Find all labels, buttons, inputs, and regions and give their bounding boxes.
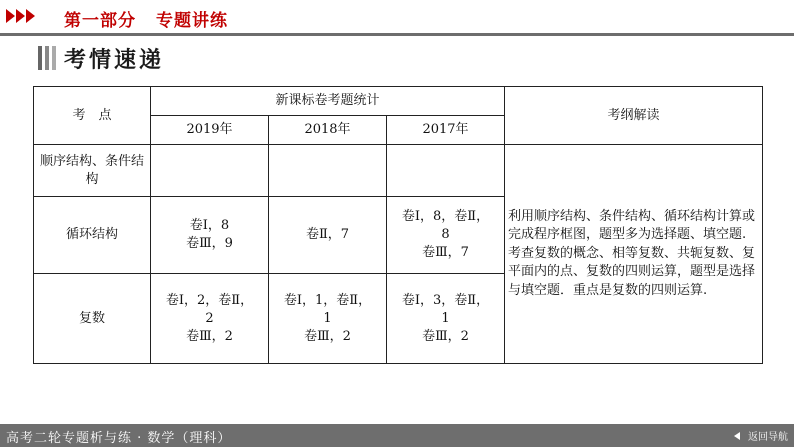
interpretation-text: 利用顺序结构、条件结构、循环结构计算或完成程序框图，题型多为选择题、填空题. 考查复数的概念、相等复数、共轭复数、复平面内的点、复数的四则运算，题型是选择与填空题．重点是复数的四则运算. (508, 208, 756, 298)
back-to-nav-button[interactable] (729, 428, 788, 443)
exam-stats-table (33, 86, 763, 364)
header-interpretation: 考纲解读 (505, 87, 763, 145)
entry: 卷Ⅲ，9 (186, 236, 233, 251)
entry: 1 (323, 310, 332, 326)
cell-2017 (387, 145, 505, 197)
entry: 8 (441, 227, 450, 242)
entry: 卷Ⅰ，8 (189, 218, 230, 233)
topic-cell: 顺序结构、条件结构 (34, 145, 151, 197)
cell-2018 (269, 145, 387, 197)
header-section (64, 6, 228, 31)
entry: 卷Ⅲ，2 (186, 328, 233, 344)
back-arrow-icon (729, 429, 745, 443)
cell-2018 (269, 274, 387, 364)
cell-2019 (151, 197, 269, 274)
entry: 卷Ⅲ，2 (304, 328, 351, 344)
cell-2017 (387, 197, 505, 274)
year-2018: 2018年 (269, 116, 387, 145)
cell-2018 (269, 197, 387, 274)
cell-2019 (151, 145, 269, 197)
header-stats: 新课标卷考题统计 (151, 87, 505, 116)
header-section-name: 专题讲练 (156, 11, 228, 31)
entry: 卷Ⅰ，2，卷Ⅱ， (165, 292, 254, 308)
year-2019: 2019年 (151, 116, 269, 145)
year-2017: 2017年 (387, 116, 505, 145)
topic-cell: 复数 (34, 274, 151, 364)
footer-bar (0, 424, 794, 447)
table-header-row (34, 87, 763, 116)
header-topic: 考 点 (34, 87, 151, 145)
entry: 1 (441, 310, 450, 326)
entry: 卷Ⅰ，3，卷Ⅱ， (401, 292, 490, 308)
title-block (38, 44, 164, 72)
table-row (34, 145, 763, 197)
interpretation-cell (505, 145, 763, 364)
back-to-nav-label: 返回导航 (748, 432, 788, 443)
cell-2017 (387, 274, 505, 364)
page-title: 考情速递 (64, 47, 165, 73)
entry: 卷Ⅱ，7 (305, 227, 350, 242)
header-part: 第一部分 (64, 11, 136, 31)
entry: 卷Ⅲ，2 (422, 328, 469, 344)
topic-cell: 循环结构 (34, 197, 151, 274)
top-header (0, 0, 794, 33)
entry: 卷Ⅰ，8，卷Ⅱ， (401, 209, 490, 224)
title-bars-icon (38, 46, 56, 70)
footer-book-title: 高考二轮专题析与练 · 数学（理科） (6, 431, 232, 446)
chevrons-icon (6, 9, 35, 25)
entry: 卷Ⅰ，1，卷Ⅱ， (283, 292, 372, 308)
header-divider (0, 33, 794, 36)
entry: 卷Ⅲ，7 (422, 245, 469, 260)
cell-2019 (151, 274, 269, 364)
entry: 2 (205, 310, 214, 326)
